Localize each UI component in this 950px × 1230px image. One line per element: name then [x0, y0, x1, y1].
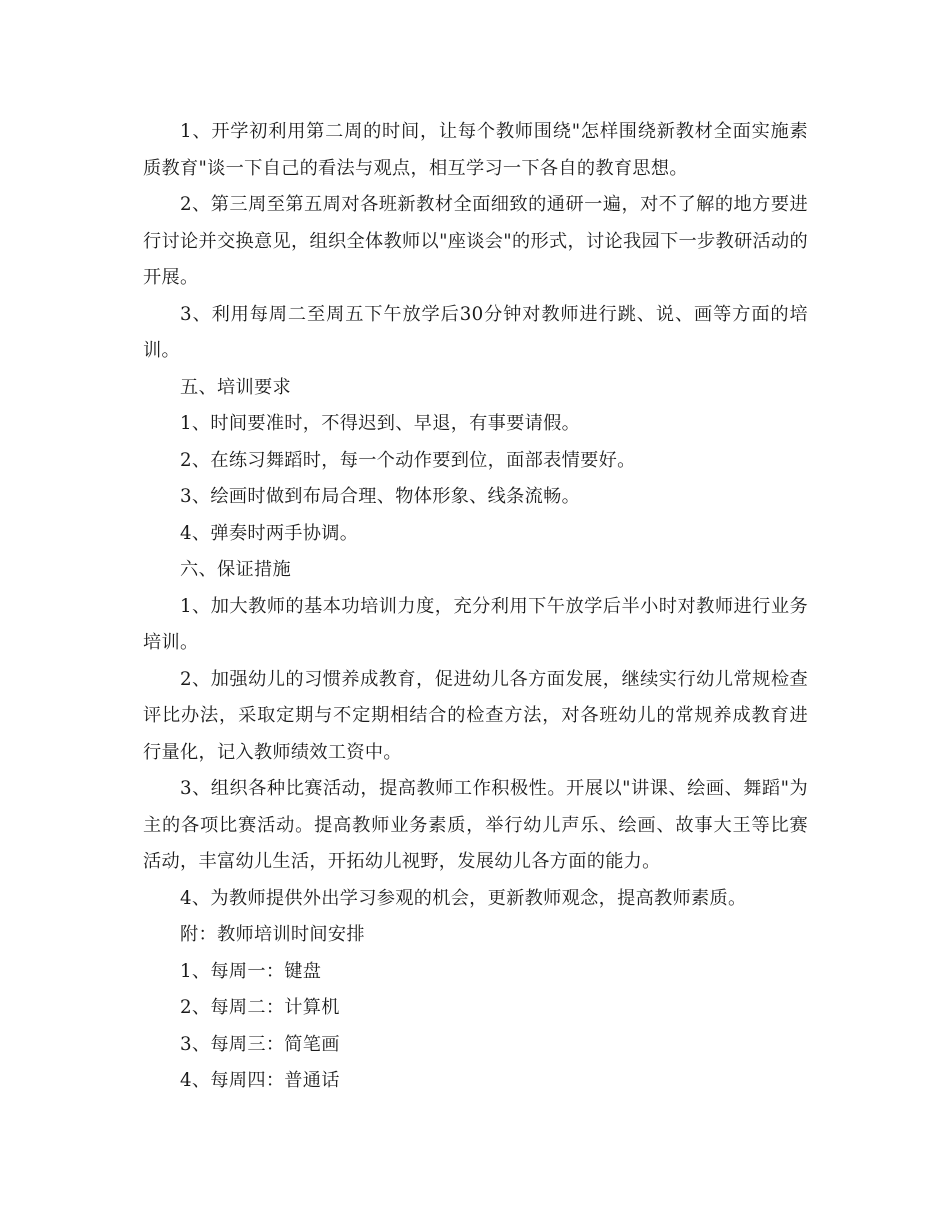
paragraph-measure-2: 2、加强幼儿的习惯养成教育，促进幼儿各方面发展，继续实行幼儿常规检查评比办法，采取定期与不定期相结合的检查方法，对各班幼儿的常规养成教育进行量化，记入教师绩效工资中。 — [143, 668, 808, 763]
paragraph-requirement-2: 2、在练习舞蹈时，每一个动作要到位，面部表情要好。 — [180, 449, 636, 471]
schedule-item-wednesday: 3、每周三：简笔画 — [180, 1033, 340, 1055]
paragraph-3: 3、利用每周二至周五下午放学后30分钟对教师进行跳、说、画等方面的培训。 — [143, 303, 808, 361]
paragraph-requirement-3: 3、绘画时做到布局合理、物体形象、线条流畅。 — [180, 486, 581, 507]
schedule-item-monday: 1、每周一：键盘 — [180, 960, 322, 982]
paragraph-requirement-1: 1、时间要准时，不得迟到、早退，有事要请假。 — [180, 413, 581, 434]
paragraph-1: 1、开学初利用第二周的时间，让每个教师围绕"怎样围绕新教材全面实施素质教育"谈一下自己的看法与观点，相互学习一下各自的教育思想。 — [143, 121, 808, 179]
document-body — [143, 114, 808, 1100]
schedule-item-tuesday: 2、每周二：计算机 — [180, 997, 340, 1018]
section-heading-training-requirements: 五、培训要求 — [180, 376, 291, 398]
schedule-item-thursday: 4、每周四：普通话 — [180, 1070, 340, 1091]
paragraph-measure-4: 4、为教师提供外出学习参观的机会，更新教师观念，提高教师素质。 — [180, 887, 747, 909]
paragraph-measure-1: 1、加大教师的基本功培训力度，充分利用下午放学后半小时对教师进行业务培训。 — [143, 595, 808, 653]
paragraph-2: 2、第三周至第五周对各班新教材全面细致的通研一遍，对不了解的地方要进行讨论并交换意见，组织全体教师以"座谈会"的形式，讨论我园下一步教研活动的开展。 — [143, 194, 808, 288]
paragraph-measure-3: 3、组织各种比赛活动，提高教师工作积极性。开展以"讲课、绘画、舞蹈"为主的各项比赛活动。提高教师业务素质，举行幼儿声乐、绘画、故事大王等比赛活动，丰富幼儿生活，开拓幼儿视野，发展幼儿各方面的能力。 — [143, 778, 808, 872]
section-heading-guarantee-measures: 六、保证措施 — [180, 559, 291, 580]
paragraph-requirement-4: 4、弹奏时两手协调。 — [180, 522, 359, 544]
appendix-heading: 附：教师培训时间安排 — [180, 924, 365, 945]
